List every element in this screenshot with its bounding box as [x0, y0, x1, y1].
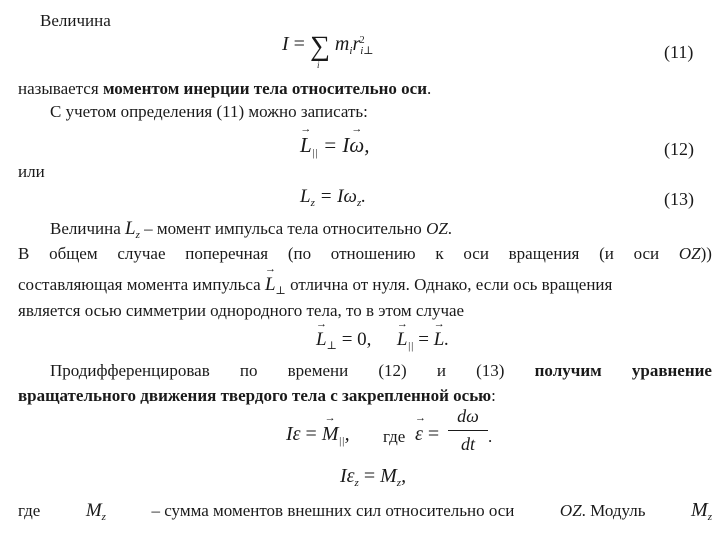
equation-number-13: (13) [664, 189, 694, 209]
equation-12: → $L_{||} = I\to \omega$, [300, 135, 370, 159]
text-line-9: Продифференцировав по времени (12) и (13) получим уравнение [50, 361, 712, 380]
fraction-dot: . [488, 427, 493, 446]
text-line-3: С учетом определения (11) можно записать: [50, 102, 368, 121]
text-line-6: В общем случае поперечная (по отношению к оси вращения (и оси OZ)) [18, 244, 712, 263]
epsilon-definition: → ε = [415, 424, 439, 444]
symmetry-equations: → $L_\perp = 0$, → $L_{||}$ = → L. [316, 330, 449, 352]
rotation-equation: Iε = → $M_{||}$, [286, 424, 350, 447]
where-word: где [383, 427, 406, 446]
text-line-7: составляющая момента импульса → $L_\perp$ отлична от нуля. Однако, если ось вращения [18, 275, 612, 297]
equation-13: $L_z = I\omega_z$. [300, 186, 366, 209]
text-line-11: где $M_z$ – сумма моментов внешних сил относительно оси OZ. Модуль $M_z$ [18, 499, 712, 523]
text-line-8: является осью симметрии однородного тела, то в этом случае [18, 301, 465, 320]
z-equation: $I\varepsilon_z = M_z$, [340, 465, 407, 489]
text-line-4: или [18, 162, 45, 181]
text-line-2: называется моментом инерции тела относительно оси. [18, 79, 432, 98]
equation-number-11: (11) [664, 42, 694, 62]
text-line-1: Величина [40, 11, 111, 30]
equation-11: I = ∑ i $m_ir_{i\perp}^2$ [282, 31, 374, 70]
text-line-10: вращательного движения твердого тела с закрепленной осью: [18, 386, 496, 405]
equation-number-12: (12) [664, 139, 694, 159]
sum-symbol: ∑ i [309, 31, 330, 70]
text-line-5: Величина $L_z$ – момент импульса тела относительно OZ. [50, 218, 453, 241]
d-omega-dt-fraction: dω dt [448, 406, 488, 455]
